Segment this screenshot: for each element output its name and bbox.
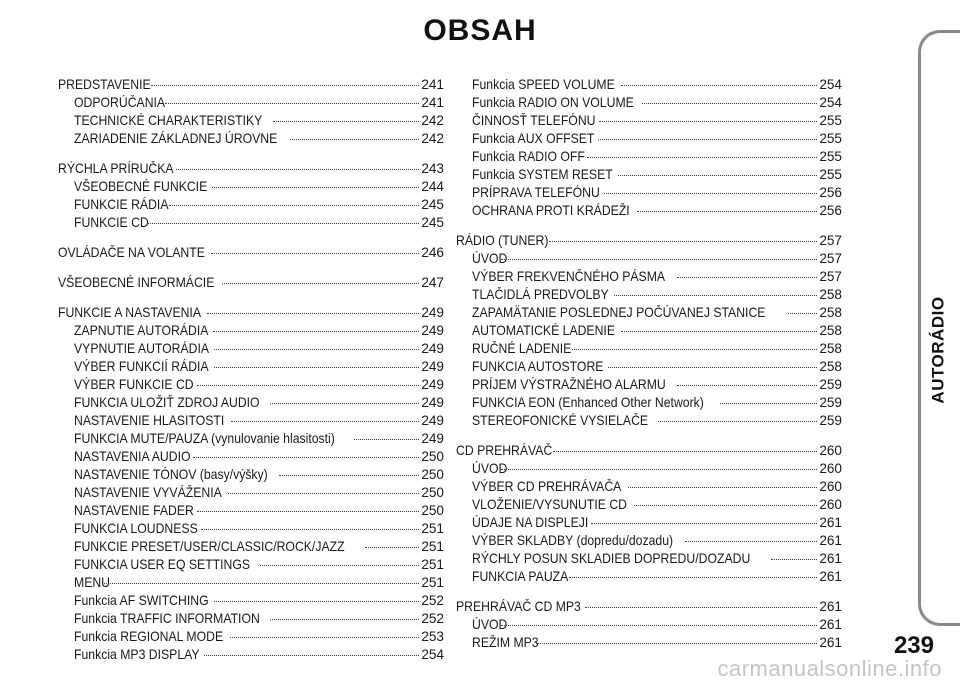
toc-dot-leader xyxy=(618,175,817,176)
toc-entry-title: MENU xyxy=(74,575,111,590)
toc-entry-page: 261 xyxy=(819,551,842,566)
toc-subentry[interactable] xyxy=(456,550,842,568)
toc-column-left xyxy=(58,76,444,676)
toc-dot-leader xyxy=(501,469,817,470)
toc-dot-leader xyxy=(720,403,818,404)
toc-entry-title: FUNKCIA USER EQ SETTINGS xyxy=(74,557,251,572)
toc-entry-page: 251 xyxy=(421,539,444,554)
toc-dot-leader xyxy=(585,607,818,608)
toc-dot-leader xyxy=(591,523,817,524)
toc-dot-leader xyxy=(197,511,419,512)
toc-dot-leader xyxy=(771,559,817,560)
toc-subentry[interactable] xyxy=(456,394,842,412)
toc-dot-leader xyxy=(211,253,419,254)
toc-entry-title: Funkcia SYSTEM RESET xyxy=(472,167,613,182)
toc-column-right xyxy=(456,76,842,664)
toc-dot-leader xyxy=(104,583,419,584)
toc-dot-leader xyxy=(228,493,419,494)
toc-entry-title: RÝCHLA PRÍRUČKA xyxy=(58,161,174,176)
toc-entry[interactable] xyxy=(58,274,444,292)
toc-entry[interactable] xyxy=(456,598,842,616)
toc-entry-page: 256 xyxy=(819,185,842,200)
toc-dot-leader xyxy=(628,487,817,488)
toc-entry-page: 261 xyxy=(819,599,842,614)
toc-dot-leader xyxy=(279,475,419,476)
toc-subentry[interactable] xyxy=(456,376,842,394)
toc-dot-leader xyxy=(788,313,817,314)
toc-entry-page: 255 xyxy=(819,131,842,146)
toc-subentry[interactable] xyxy=(58,322,444,340)
toc-entry-page: 241 xyxy=(421,95,444,110)
toc-entry-page: 249 xyxy=(421,413,444,428)
toc-dot-leader xyxy=(147,223,419,224)
toc-entry-page: 254 xyxy=(819,95,842,110)
toc-entry-page: 249 xyxy=(421,431,444,446)
toc-entry-page: 250 xyxy=(421,503,444,518)
toc-subentry[interactable] xyxy=(456,130,842,148)
toc-subentry[interactable] xyxy=(456,250,842,268)
toc-entry-title: Funkcia MP3 DISPLAY xyxy=(74,647,200,662)
toc-entry-title: FUNKCIA AUTOSTORE xyxy=(472,359,604,374)
watermark: carmanualsonline.info xyxy=(717,656,942,681)
toc-dot-leader xyxy=(634,505,817,506)
toc-entry-page: 258 xyxy=(819,305,842,320)
toc-entry-page: 258 xyxy=(819,287,842,302)
toc-entry-page: 258 xyxy=(819,341,842,356)
toc-entry-title: FUNKCIA PAUZA xyxy=(472,569,569,584)
toc-entry-page: 259 xyxy=(819,377,842,392)
toc-entry-page: 256 xyxy=(819,203,842,218)
toc-dot-leader xyxy=(354,439,419,440)
toc-group xyxy=(58,76,444,148)
toc-entry-title: FUNKCIE A NASTAVENIA xyxy=(58,305,202,320)
toc-dot-leader xyxy=(587,157,817,158)
toc-subentry[interactable] xyxy=(58,646,444,664)
toc-entry-page: 257 xyxy=(819,269,842,284)
toc-entry-page: 261 xyxy=(819,515,842,530)
toc-entry-title: ÚDAJE NA DISPLEJI xyxy=(472,515,589,530)
toc-entry-title: Funkcia REGIONAL MODE xyxy=(74,629,224,644)
toc-group xyxy=(58,160,444,232)
toc-dot-leader xyxy=(621,85,818,86)
toc-entry-page: 261 xyxy=(819,569,842,584)
toc-subentry[interactable] xyxy=(456,616,842,634)
toc-entry-page: 249 xyxy=(421,395,444,410)
toc-entry-page: 242 xyxy=(421,113,444,128)
toc-entry-title: TECHNICKÉ CHARAKTERISTIKY xyxy=(74,113,263,128)
toc-subentry[interactable] xyxy=(456,112,842,130)
toc-entry-page: 261 xyxy=(819,635,842,650)
toc-entry-title: FUNKCIE PRESET/USER/CLASSIC/ROCK/JAZZ xyxy=(74,539,345,554)
toc-entry-title: Funkcia AUX OFFSET xyxy=(472,131,595,146)
toc-dot-leader xyxy=(501,625,817,626)
toc-entry-title: Funkcia RADIO ON VOLUME xyxy=(472,95,634,110)
toc-entry-page: 241 xyxy=(421,77,444,92)
toc-subentry[interactable] xyxy=(456,94,842,112)
toc-entry-page: 260 xyxy=(819,479,842,494)
toc-subentry[interactable] xyxy=(456,148,842,166)
toc-entry-page: 245 xyxy=(421,215,444,230)
toc-entry-title: VÝBER SKLADBY (dopredu/dozadu) xyxy=(472,533,674,548)
toc-subentry[interactable] xyxy=(456,412,842,430)
toc-subentry[interactable] xyxy=(58,574,444,592)
toc-entry-page: 252 xyxy=(421,611,444,626)
toc-dot-leader xyxy=(270,403,419,404)
toc-subentry[interactable] xyxy=(456,268,842,286)
toc-entry-page: 258 xyxy=(819,359,842,374)
toc-subentry[interactable] xyxy=(58,394,444,412)
toc-entry-page: 250 xyxy=(421,467,444,482)
toc-group xyxy=(58,304,444,664)
page-title: OBSAH xyxy=(423,14,537,47)
toc-dot-leader xyxy=(204,655,420,656)
toc-dot-leader xyxy=(222,283,420,284)
toc-dot-leader xyxy=(151,85,419,86)
toc-dot-leader xyxy=(637,211,817,212)
toc-entry[interactable] xyxy=(58,160,444,178)
toc-entry-title: OCHRANA PROTI KRÁDEŽI xyxy=(472,203,630,218)
toc-entry-title: Funkcia AF SWITCHING xyxy=(74,593,209,608)
toc-entry-page: 257 xyxy=(819,251,842,266)
toc-entry-title: ZARIADENIE ZÁKLADNEJ ÚROVNE xyxy=(74,131,278,146)
toc-group xyxy=(456,232,842,430)
toc-group xyxy=(456,76,842,220)
toc-entry-title: NASTAVENIE VYVÁŽENIA xyxy=(74,485,222,500)
toc-entry-page: 253 xyxy=(421,629,444,644)
toc-dot-leader xyxy=(260,565,420,566)
toc-subentry[interactable] xyxy=(58,430,444,448)
toc-entry-page: 250 xyxy=(421,449,444,464)
toc-subentry[interactable] xyxy=(456,496,842,514)
toc-subentry[interactable] xyxy=(58,592,444,610)
toc-dot-leader xyxy=(213,331,419,332)
toc-subentry[interactable] xyxy=(456,634,842,652)
toc-dot-leader xyxy=(169,205,419,206)
page-number: 239 xyxy=(893,632,934,659)
toc-entry-title: ÚVOD xyxy=(472,251,508,266)
toc-dot-leader xyxy=(197,385,419,386)
toc-subentry[interactable] xyxy=(456,460,842,478)
toc-dot-leader xyxy=(658,421,818,422)
toc-entry-title: FUNKCIA MUTE/PAUZA (vynulovanie hlasitosti) xyxy=(74,431,335,446)
toc-entry-title: OVLÁDAČE NA VOLANTE xyxy=(58,245,205,260)
toc-dot-leader xyxy=(212,187,419,188)
toc-entry-title: VÝBER FUNKCIE CD xyxy=(74,377,194,392)
toc-dot-leader xyxy=(214,349,419,350)
toc-entry-page: 259 xyxy=(819,413,842,428)
toc-entry-title: Funkcia TRAFFIC INFORMATION xyxy=(74,611,260,626)
toc-entry-title: ODPORÚČANIA xyxy=(74,95,166,110)
toc-dot-leader xyxy=(536,643,817,644)
toc-entry-page: 242 xyxy=(421,131,444,146)
toc-entry-page: 251 xyxy=(421,521,444,536)
toc-subentry[interactable] xyxy=(58,520,444,538)
toc-entry-title: VŠEOBECNÉ FUNKCIE xyxy=(74,179,208,194)
toc-subentry[interactable] xyxy=(456,478,842,496)
toc-dot-leader xyxy=(572,349,817,350)
toc-subentry[interactable] xyxy=(58,502,444,520)
toc-subentry[interactable] xyxy=(58,538,444,556)
toc-entry-title: Funkcia RADIO OFF xyxy=(472,149,585,164)
toc-group xyxy=(58,274,444,292)
toc-dot-leader xyxy=(642,103,818,104)
toc-subentry[interactable] xyxy=(58,628,444,646)
toc-entry-title: PREDSTAVENIE xyxy=(58,77,151,92)
toc-dot-leader xyxy=(621,331,817,332)
toc-entry-title: TLAČIDLÁ PREDVOLBY xyxy=(472,287,609,302)
toc-entry-title: ZAPAMÄTANIE POSLEDNEJ POČÚVANEJ STANICE xyxy=(472,305,766,320)
toc-subentry[interactable] xyxy=(456,304,842,322)
toc-entry-page: 249 xyxy=(421,359,444,374)
toc-subentry[interactable] xyxy=(58,466,444,484)
toc-dot-leader xyxy=(207,313,419,314)
toc-entry-title: FUNKCIA ULOŽIŤ ZDROJ AUDIO xyxy=(74,395,260,410)
toc-subentry[interactable] xyxy=(58,178,444,196)
toc-subentry[interactable] xyxy=(58,484,444,502)
toc-dot-leader xyxy=(599,121,817,122)
toc-entry-page: 254 xyxy=(819,77,842,92)
toc-entry-title: ÚVOD xyxy=(472,461,508,476)
toc-subentry[interactable] xyxy=(58,556,444,574)
toc-entry[interactable] xyxy=(456,232,842,250)
toc-subentry[interactable] xyxy=(456,184,842,202)
toc-dot-leader xyxy=(231,421,419,422)
toc-entry-title: REŽIM MP3 xyxy=(472,635,539,650)
toc-subentry[interactable] xyxy=(58,196,444,214)
toc-subentry[interactable] xyxy=(456,286,842,304)
toc-subentry[interactable] xyxy=(58,340,444,358)
toc-entry-title: VLOŽENIE/VYSUNUTIE CD xyxy=(472,497,627,512)
toc-subentry[interactable] xyxy=(456,202,842,220)
toc-entry-title: FUNKCIA EON (Enhanced Other Network) xyxy=(472,395,704,410)
toc-dot-leader xyxy=(165,103,419,104)
toc-dot-leader xyxy=(214,601,420,602)
toc-entry-page: 247 xyxy=(421,275,444,290)
toc-subentry[interactable] xyxy=(456,514,842,532)
toc-dot-leader xyxy=(230,637,420,638)
toc-group xyxy=(456,442,842,586)
toc-subentry[interactable] xyxy=(58,130,444,148)
toc-entry-title: VÝBER CD PREHRÁVAČA xyxy=(472,479,622,494)
toc-dot-leader xyxy=(608,367,817,368)
toc-entry-title: VÝBER FUNKCIÍ RÁDIA xyxy=(74,359,209,374)
toc-entry-title: NASTAVENIE HLASITOSTI xyxy=(74,413,225,428)
toc-entry-page: 260 xyxy=(819,497,842,512)
toc-subentry[interactable] xyxy=(58,610,444,628)
toc-subentry[interactable] xyxy=(456,166,842,184)
section-tab-label-wrap xyxy=(920,250,958,450)
toc-dot-leader xyxy=(290,139,419,140)
toc-dot-leader xyxy=(598,139,817,140)
toc-entry-title: Funkcia SPEED VOLUME xyxy=(472,77,615,92)
toc-entry-page: 251 xyxy=(421,557,444,572)
toc-entry-page: 260 xyxy=(819,461,842,476)
toc-entry-title: VŠEOBECNÉ INFORMÁCIE xyxy=(58,275,215,290)
toc-entry-title: FUNKCIE CD xyxy=(74,215,149,230)
toc-entry-title: RÁDIO (TUNER) xyxy=(456,233,549,248)
toc-dot-leader xyxy=(677,277,818,278)
section-tab-label: AUTORÁDIO xyxy=(929,296,949,404)
toc-dot-leader xyxy=(273,121,419,122)
toc-entry-title: FUNKCIE RÁDIA xyxy=(74,197,169,212)
toc-entry-title: ČINNOSŤ TELEFÓNU xyxy=(472,113,596,128)
toc-dot-leader xyxy=(685,541,817,542)
toc-subentry[interactable] xyxy=(58,412,444,430)
toc-entry-page: 249 xyxy=(421,305,444,320)
toc-entry-title: PRÍJEM VÝSTRAŽNÉHO ALARMU xyxy=(472,377,666,392)
toc-dot-leader xyxy=(201,529,419,530)
toc-entry-title: NASTAVENIA AUDIO xyxy=(74,449,191,464)
toc-entry-page: 252 xyxy=(421,593,444,608)
toc-entry-title: PREHRÁVAČ CD MP3 xyxy=(456,599,581,614)
toc-dot-leader xyxy=(214,367,420,368)
toc-entry-page: 254 xyxy=(421,647,444,662)
toc-subentry[interactable] xyxy=(58,94,444,112)
toc-subentry[interactable] xyxy=(456,358,842,376)
toc-entry-page: 255 xyxy=(819,167,842,182)
toc-entry[interactable] xyxy=(58,76,444,94)
toc-entry-page: 249 xyxy=(421,377,444,392)
toc-entry-title: RÝCHLY POSUN SKLADIEB DOPREDU/DOZADU xyxy=(472,551,751,566)
toc-subentry[interactable] xyxy=(456,568,842,586)
toc-entry-title: VYPNUTIE AUTORÁDIA xyxy=(74,341,210,356)
toc-subentry[interactable] xyxy=(456,322,842,340)
toc-entry-title: RUČNÉ LADENIE xyxy=(472,341,572,356)
toc-dot-leader xyxy=(365,547,420,548)
toc-entry-title: CD PREHRÁVAČ xyxy=(456,443,553,458)
toc-entry-page: 261 xyxy=(819,617,842,632)
toc-subentry[interactable] xyxy=(58,448,444,466)
toc-entry[interactable] xyxy=(58,304,444,322)
toc-entry-title: FUNKCIA LOUDNESS xyxy=(74,521,198,536)
toc-subentry[interactable] xyxy=(456,532,842,550)
toc-entry-title: ÚVOD xyxy=(472,617,508,632)
toc-entry-page: 260 xyxy=(819,443,842,458)
toc-dot-leader xyxy=(270,619,419,620)
toc-entry-page: 244 xyxy=(421,179,444,194)
toc-group xyxy=(58,244,444,262)
toc-dot-leader xyxy=(614,295,817,296)
toc-entry-page: 249 xyxy=(421,341,444,356)
toc-subentry[interactable] xyxy=(58,376,444,394)
toc-subentry[interactable] xyxy=(456,76,842,94)
toc-entry-title: NASTAVENIE TÓNOV (basy/výšky) xyxy=(74,467,268,482)
toc-entry-page: 257 xyxy=(819,233,842,248)
toc-entry-title: NASTAVENIE FADER xyxy=(74,503,194,518)
toc-entry-page: 255 xyxy=(819,113,842,128)
toc-dot-leader xyxy=(569,577,817,578)
toc-entry-page: 258 xyxy=(819,323,842,338)
toc-dot-leader xyxy=(604,193,817,194)
toc-entry[interactable] xyxy=(58,244,444,262)
toc-entry-title: PRÍPRAVA TELEFÓNU xyxy=(472,185,600,200)
toc-entry-title: STEREOFONICKÉ VYSIELAČE xyxy=(472,413,649,428)
toc-entry-page: 243 xyxy=(421,161,444,176)
toc-entry-page: 250 xyxy=(421,485,444,500)
toc-dot-leader xyxy=(501,259,817,260)
toc-entry-page: 259 xyxy=(819,395,842,410)
toc-subentry[interactable] xyxy=(58,358,444,376)
toc-subentry[interactable] xyxy=(456,340,842,358)
toc-entry-page: 255 xyxy=(819,149,842,164)
toc-subentry[interactable] xyxy=(58,214,444,232)
toc-dot-leader xyxy=(553,451,817,452)
toc-dot-leader xyxy=(176,169,419,170)
toc-entry-title: ZAPNUTIE AUTORÁDIA xyxy=(74,323,209,338)
toc-entry-page: 251 xyxy=(421,575,444,590)
toc-subentry[interactable] xyxy=(58,112,444,130)
toc-dot-leader xyxy=(193,457,419,458)
toc-entry-page: 246 xyxy=(421,245,444,260)
toc-entry[interactable] xyxy=(456,442,842,460)
toc-entry-page: 249 xyxy=(421,323,444,338)
toc-entry-title: VÝBER FREKVENČNÉHO PÁSMA xyxy=(472,269,666,284)
toc-entry-page: 245 xyxy=(421,197,444,212)
toc-entry-title: AUTOMATICKÉ LADENIE xyxy=(472,323,616,338)
toc-entry-page: 261 xyxy=(819,533,842,548)
toc-dot-leader xyxy=(549,241,818,242)
toc-group xyxy=(456,598,842,652)
toc-dot-leader xyxy=(677,385,817,386)
